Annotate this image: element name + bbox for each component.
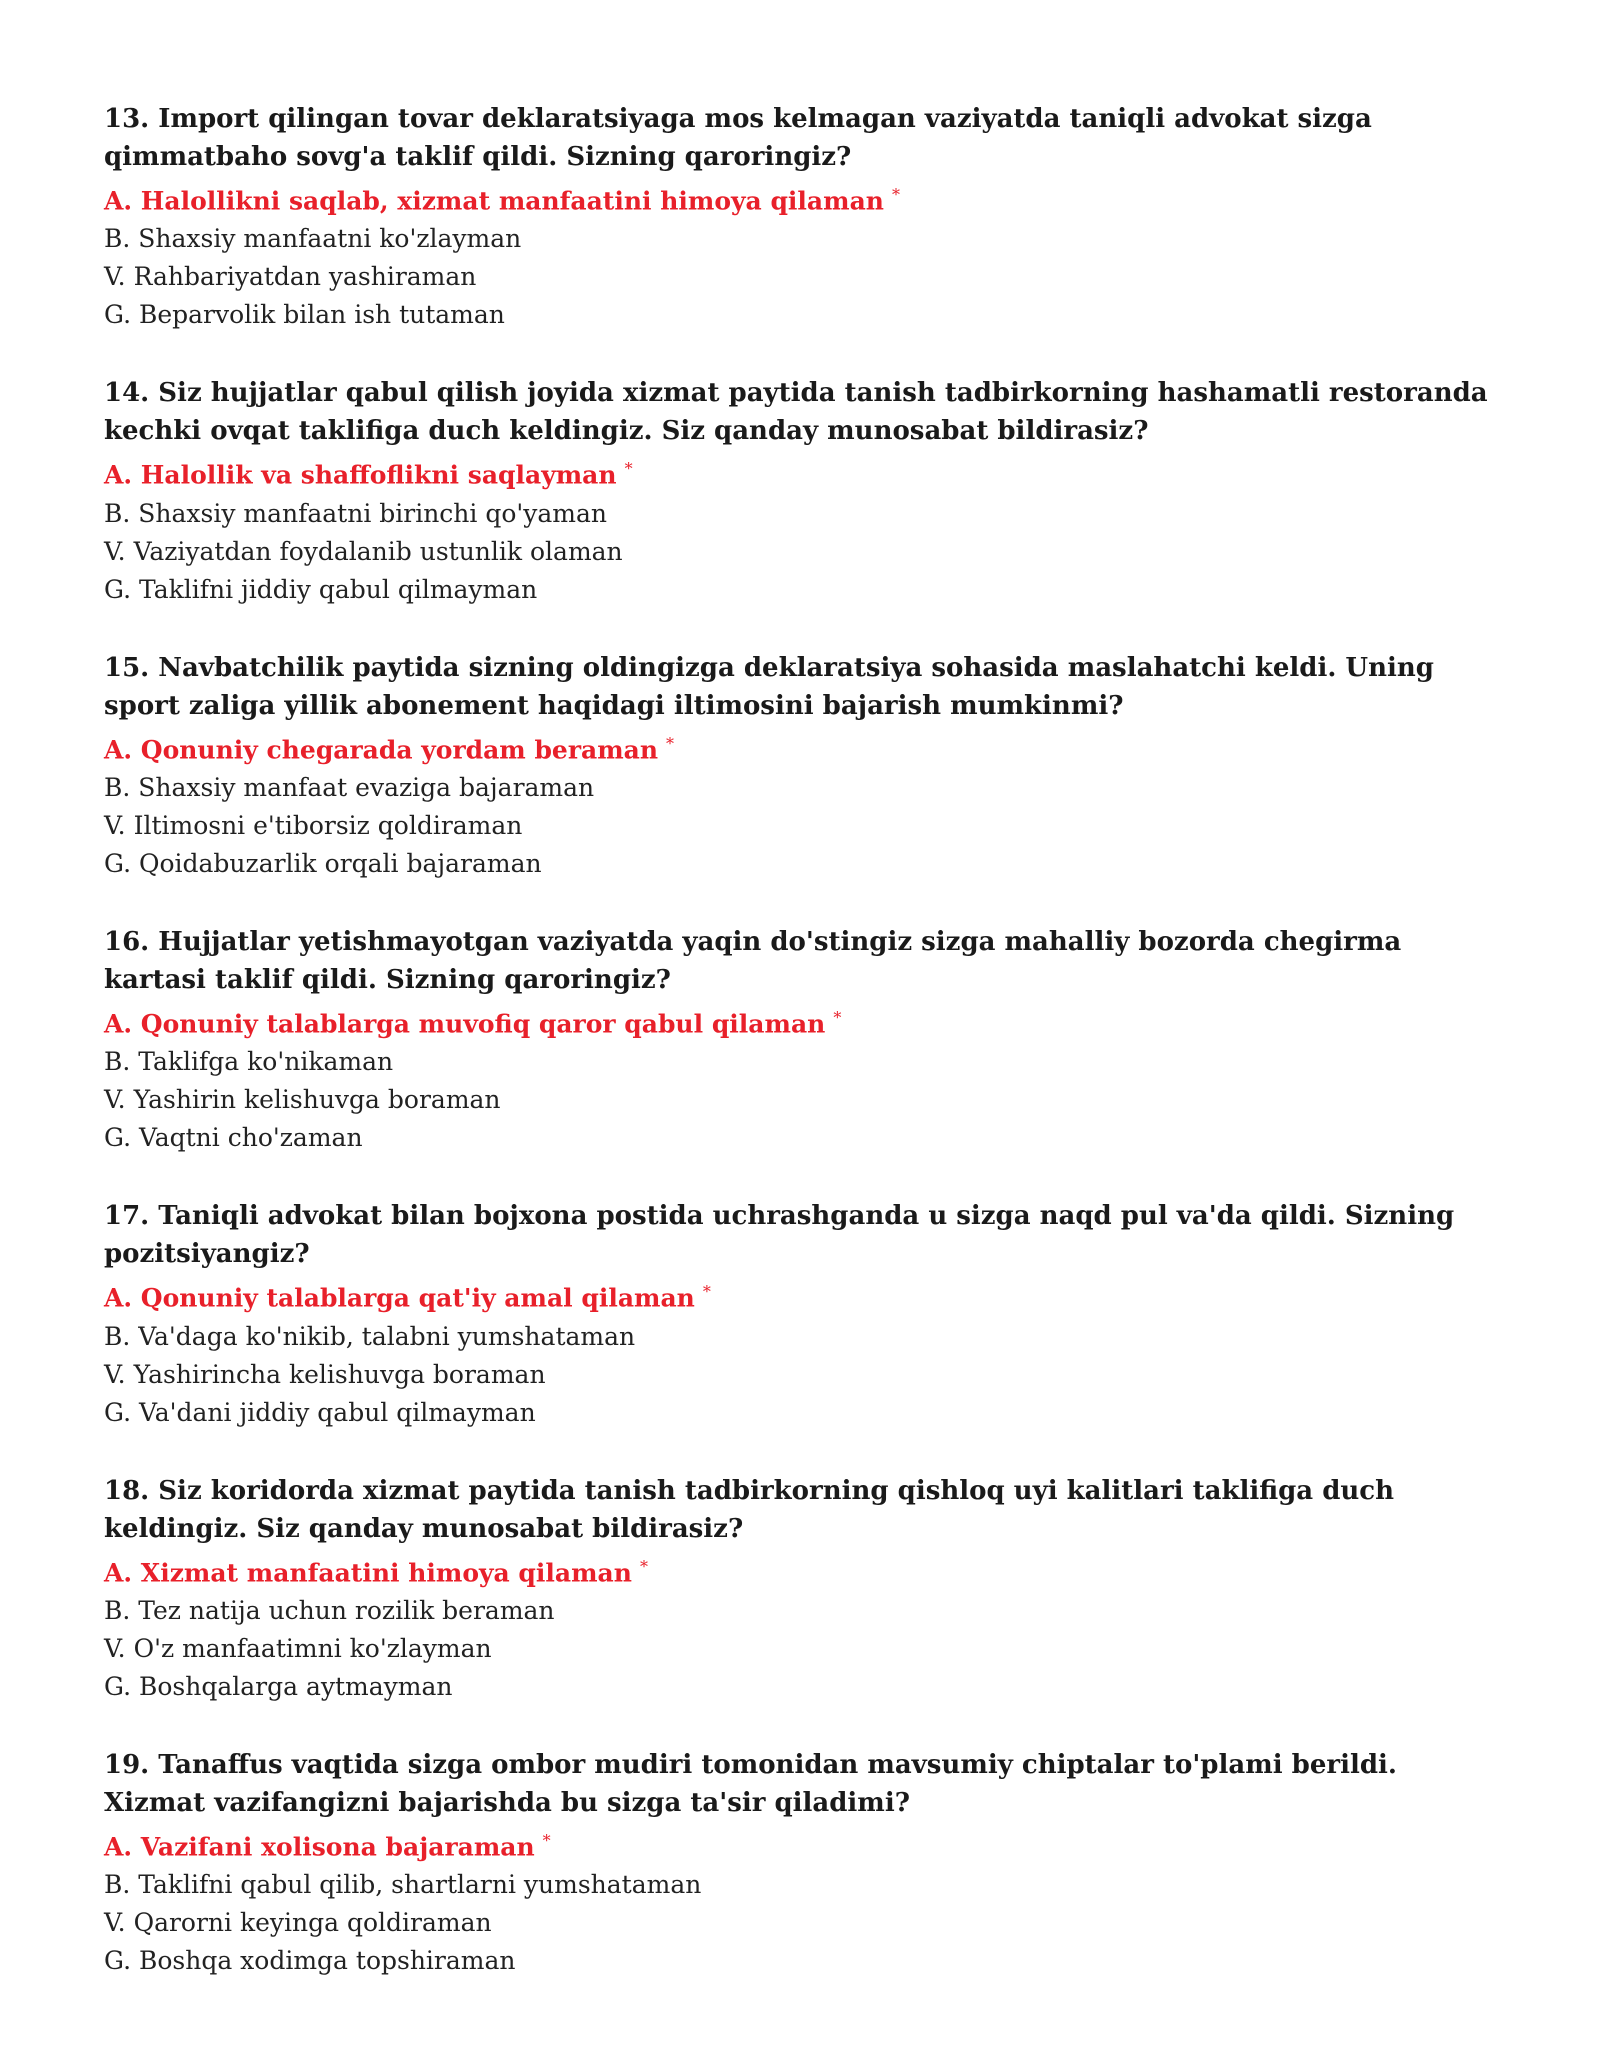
- correct-answer: [104, 1548, 1504, 1592]
- question-13: [104, 100, 1504, 334]
- question-title: 18. Siz koridorda xizmat paytida tanish tadbirkorning qishloq uyi kalitlari taklifiga duch keldingiz. Siz qanday munosabat bildirasiz?: [104, 1475, 1395, 1544]
- question-list: [104, 100, 1504, 2020]
- correct-answer: [104, 1822, 1504, 1866]
- correct-answer-text: A. Qonuniy talablarga muvofiq qaror qabul qilaman: [104, 1009, 826, 1039]
- correct-answer: [104, 725, 1504, 769]
- correct-answer-text: A. Qonuniy chegarada yordam beraman: [104, 734, 659, 764]
- correct-marker: *: [542, 1830, 551, 1850]
- answer-option: B. Shaxsiy manfaatni ko'zlayman: [104, 224, 522, 254]
- question-18: [104, 1472, 1504, 1706]
- correct-answer: [104, 450, 1504, 494]
- answer-option: B. Tez natija uchun rozilik beraman: [104, 1595, 555, 1625]
- question-title: 13. Import qilingan tovar deklaratsiyaga mos kelmagan vaziyatda taniqli advokat sizga qimmatbaho sovg'a taklif qildi. Sizning qaroringiz?: [104, 104, 1372, 172]
- answer-option: G. Beparvolik bilan ish tutaman: [104, 300, 505, 330]
- correct-answer-text: A. Halollik va shaffoflikni saqlayman: [104, 460, 617, 490]
- answer-option: B. Shaxsiy manfaatni birinchi qo'yaman: [104, 498, 608, 528]
- correct-marker: *: [624, 459, 633, 479]
- answer-option: G. Qoidabuzarlik orqali bajaraman: [104, 848, 542, 878]
- correct-marker: *: [666, 733, 675, 753]
- question-title: 16. Hujjatlar yetishmayotgan vaziyatda yaqin do'stingiz sizga mahalliy bozorda chegirma kartasi taklif qildi. Sizning qaroringiz?: [104, 926, 1402, 995]
- correct-answer: [104, 176, 1504, 220]
- correct-answer: [104, 1273, 1504, 1317]
- correct-answer-text: A. Xizmat manfaatini himoya qilaman: [104, 1557, 632, 1587]
- answer-option: G. Va'dani jiddiy qabul qilmayman: [104, 1397, 536, 1427]
- answer-option: G. Boshqalarga aytmayman: [104, 1671, 453, 1701]
- question-19: [104, 1746, 1504, 1980]
- answer-option: B. Shaxsiy manfaat evaziga bajaraman: [104, 772, 595, 802]
- question-title: 19. Tanaffus vaqtida sizga ombor mudiri tomonidan mavsumiy chiptalar to'plami berildi. Xizmat vazifangizni bajarishda bu sizga ta'sir qiladimi?: [104, 1749, 1397, 1818]
- question-title: 15. Navbatchilik paytida sizning oldingizga deklaratsiya sohasida maslahatchi keldi. Uning sport zaliga yillik abonement haqidagi iltimosini bajarish mumkinmi?: [104, 652, 1434, 721]
- answer-option: G. Vaqtni cho'zaman: [104, 1123, 363, 1153]
- answer-option: B. Taklifga ko'nikaman: [104, 1047, 394, 1077]
- answer-option: V. Yashirincha kelishuvga boraman: [104, 1359, 546, 1389]
- question-17: [104, 1197, 1504, 1431]
- answer-option: B. Va'daga ko'nikib, talabni yumshataman: [104, 1321, 636, 1351]
- correct-answer-text: A. Vazifani xolisona bajaraman: [104, 1832, 535, 1862]
- correct-answer-text: A. Halollikni saqlab, xizmat manfaatini himoya qilaman: [104, 186, 884, 216]
- answer-option: V. Rahbariyatdan yashiraman: [104, 262, 477, 292]
- correct-marker: *: [702, 1282, 711, 1302]
- question-14: [104, 374, 1504, 608]
- answer-option: V. Qarorni keyinga qoldiraman: [104, 1908, 492, 1938]
- answer-option: B. Taklifni qabul qilib, shartlarni yumshataman: [104, 1870, 702, 1900]
- answer-option: G. Taklifni jiddiy qabul qilmayman: [104, 574, 538, 604]
- correct-answer: [104, 999, 1504, 1043]
- answer-option: V. Vaziyatdan foydalanib ustunlik olaman: [104, 536, 623, 566]
- correct-marker: *: [833, 1007, 842, 1027]
- answer-option: V. Yashirin kelishuvga boraman: [104, 1085, 501, 1115]
- answer-option: G. Boshqa xodimga topshiraman: [104, 1946, 516, 1976]
- correct-answer-text: A. Qonuniy talablarga qat'iy amal qilaman: [104, 1283, 695, 1313]
- correct-marker: *: [639, 1556, 648, 1576]
- answer-option: V. O'z manfaatimni ko'zlayman: [104, 1633, 492, 1663]
- answer-option: V. Iltimosni e'tiborsiz qoldiraman: [104, 810, 523, 840]
- question-title: 14. Siz hujjatlar qabul qilish joyida xizmat paytida tanish tadbirkorning hashamatli restoranda kechki ovqat taklifiga duch keldingiz. Siz qanday munosabat bildirasiz?: [104, 378, 1488, 447]
- question-title: 17. Taniqli advokat bilan bojxona postida uchrashganda u sizga naqd pul va'da qildi. Sizning pozitsiyangiz?: [104, 1201, 1455, 1270]
- correct-marker: *: [891, 185, 900, 204]
- question-15: [104, 649, 1504, 883]
- question-16: [104, 923, 1504, 1157]
